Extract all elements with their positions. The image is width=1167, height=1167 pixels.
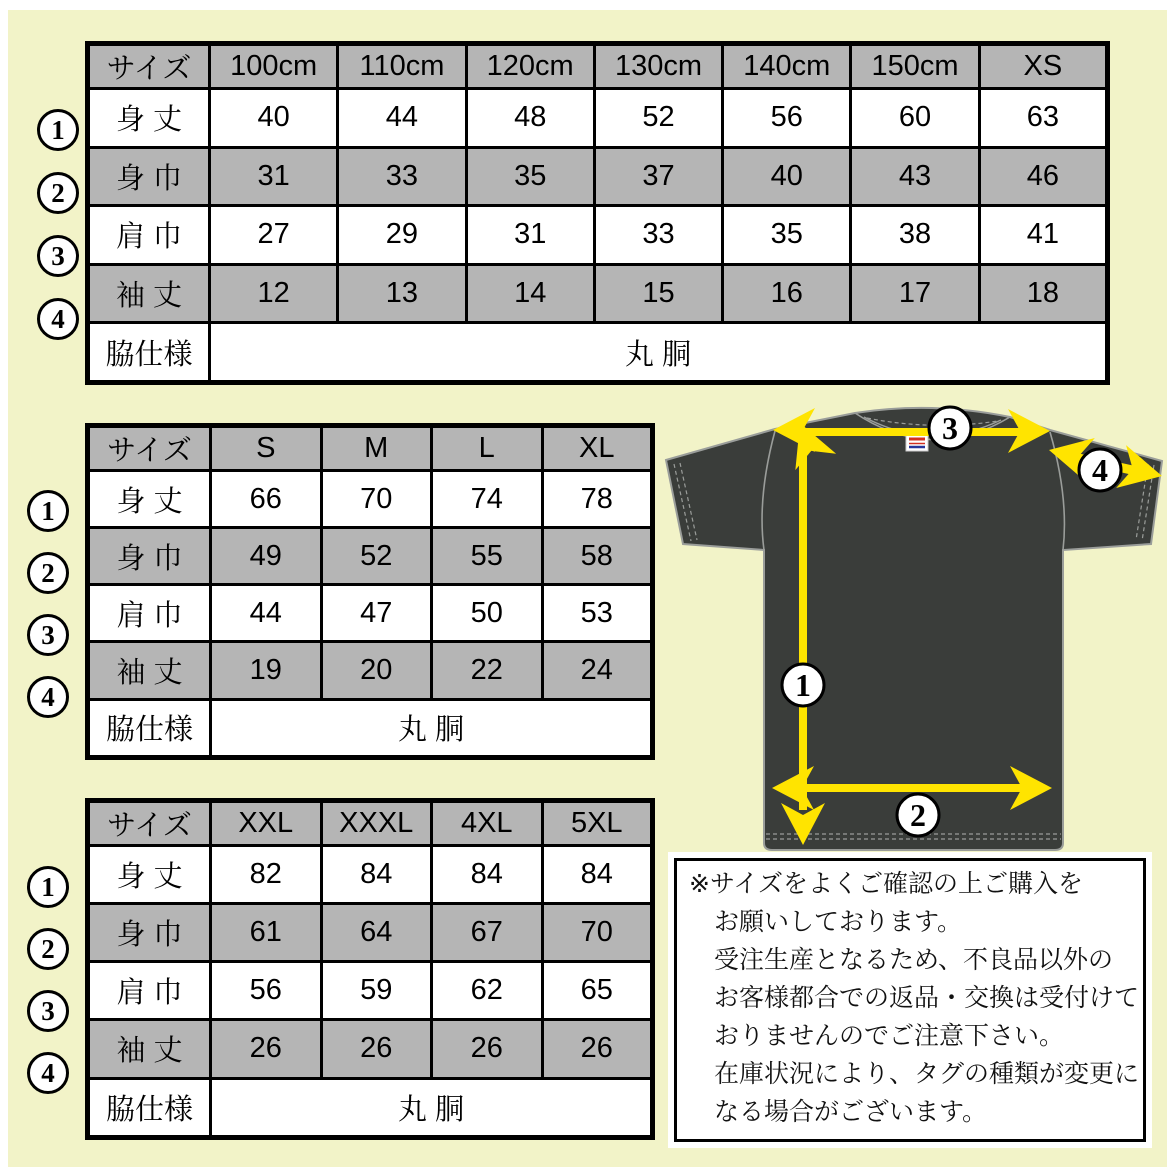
tshirt-measurement-diagram [660, 398, 1167, 860]
measurement-value-cell: 17 [851, 264, 979, 323]
measurement-value-cell: 22 [432, 642, 543, 699]
measurement-value-cell: 12 [210, 264, 338, 323]
measurement-value-cell: 40 [723, 147, 851, 206]
measurement-value-cell: 48 [466, 89, 594, 148]
measurement-value-cell: 20 [321, 642, 432, 699]
measure-badge-4 [1079, 449, 1121, 491]
size-column-header: M [321, 426, 432, 471]
measurement-value-cell: 26 [321, 1020, 432, 1078]
measurement-value-cell: 27 [210, 206, 338, 265]
measurement-value-cell: 26 [432, 1020, 543, 1078]
notice-line: なる場合がございます。 [714, 1098, 988, 1126]
brand-tag-icon [906, 434, 928, 451]
measurement-value-cell: 18 [979, 264, 1107, 323]
measurement-value-cell: 37 [594, 147, 722, 206]
measurement-value-cell: 52 [594, 89, 722, 148]
measurement-value-cell: 16 [723, 264, 851, 323]
measurement-value-cell: 53 [542, 585, 653, 642]
size-column-header: 100cm [210, 44, 338, 89]
measurement-row-label: 身 巾 [88, 528, 211, 585]
row-number-badge: 2 [27, 928, 69, 970]
measurement-value-cell: 35 [466, 147, 594, 206]
size-table-big [85, 798, 655, 1140]
measurement-value-cell: 70 [321, 471, 432, 528]
measurement-value-cell: 84 [321, 846, 432, 904]
row-marker-column [27, 490, 69, 718]
measure-badge-label: 2 [910, 797, 926, 833]
row-number-badge: 1 [37, 109, 79, 151]
measurement-value-cell: 56 [211, 962, 322, 1020]
notice-line: お客様都合での返品・交換は受付けて [714, 984, 1140, 1012]
measurement-value-cell: 63 [979, 89, 1107, 148]
measurement-row-label: 袖 丈 [88, 1020, 211, 1078]
size-header-cell: サイズ [88, 426, 211, 471]
row-number-badge: 3 [37, 235, 79, 277]
measurement-value-cell: 33 [338, 147, 466, 206]
measurement-value-cell: 55 [432, 528, 543, 585]
measurement-value-cell: 15 [594, 264, 722, 323]
size-column-header: 150cm [851, 44, 979, 89]
measurement-value-cell: 44 [338, 89, 466, 148]
measurement-value-cell: 62 [432, 962, 543, 1020]
measurement-value-cell: 13 [338, 264, 466, 323]
side-spec-label: 脇仕様 [88, 699, 211, 758]
row-marker-column [27, 866, 69, 1094]
side-spec-value: 丸 胴 [211, 1078, 653, 1138]
size-table-kids [85, 41, 1110, 385]
measurement-value-cell: 66 [211, 471, 322, 528]
measure-badge-label: 3 [942, 410, 958, 446]
measurement-value-cell: 60 [851, 89, 979, 148]
size-column-header: L [432, 426, 543, 471]
size-header-cell: サイズ [88, 44, 210, 89]
measurement-value-cell: 33 [594, 206, 722, 265]
measurement-value-cell: 65 [542, 962, 653, 1020]
measurement-row-label: 肩 巾 [88, 585, 211, 642]
size-column-header: XXL [211, 801, 322, 846]
size-column-header: 110cm [338, 44, 466, 89]
row-number-badge: 3 [27, 990, 69, 1032]
measurement-row-label: 身 巾 [88, 147, 210, 206]
measurement-value-cell: 49 [211, 528, 322, 585]
notice-line: 受注生産となるため、不良品以外の [714, 946, 1114, 974]
row-number-badge: 1 [27, 866, 69, 908]
measurement-value-cell: 58 [542, 528, 653, 585]
measure-badge-label: 1 [795, 667, 811, 703]
measurement-value-cell: 82 [211, 846, 322, 904]
row-number-badge: 4 [37, 298, 79, 340]
row-number-badge: 4 [27, 1052, 69, 1094]
row-number-badge: 3 [27, 614, 69, 656]
measurement-value-cell: 29 [338, 206, 466, 265]
measurement-value-cell: 26 [542, 1020, 653, 1078]
measurement-value-cell: 43 [851, 147, 979, 206]
measure-badge-2 [897, 794, 939, 836]
measurement-value-cell: 31 [210, 147, 338, 206]
measurement-value-cell: 31 [466, 206, 594, 265]
side-spec-label: 脇仕様 [88, 1078, 211, 1138]
size-column-header: 140cm [723, 44, 851, 89]
measurement-row-label: 身 丈 [88, 471, 211, 528]
measurement-value-cell: 70 [542, 904, 653, 962]
measurement-row-label: 身 丈 [88, 89, 210, 148]
notice-text [674, 858, 1146, 1142]
size-column-header: 120cm [466, 44, 594, 89]
notice-line: 在庫状況により、タグの種類が変更に [714, 1060, 1140, 1088]
notice-box [668, 852, 1152, 1148]
measurement-value-cell: 64 [321, 904, 432, 962]
row-number-badge: 4 [27, 676, 69, 718]
measurement-value-cell: 19 [211, 642, 322, 699]
size-column-header: 130cm [594, 44, 722, 89]
measurement-value-cell: 46 [979, 147, 1107, 206]
row-number-badge: 1 [27, 490, 69, 532]
measurement-value-cell: 59 [321, 962, 432, 1020]
measurement-value-cell: 78 [542, 471, 653, 528]
measurement-value-cell: 61 [211, 904, 322, 962]
side-spec-value: 丸 胴 [210, 323, 1108, 383]
measure-badge-1 [782, 664, 824, 706]
measurement-value-cell: 35 [723, 206, 851, 265]
size-table-adult [85, 423, 655, 760]
size-column-header: 5XL [542, 801, 653, 846]
measurement-value-cell: 74 [432, 471, 543, 528]
measurement-value-cell: 38 [851, 206, 979, 265]
size-column-header: 4XL [432, 801, 543, 846]
measurement-value-cell: 84 [542, 846, 653, 904]
measurement-value-cell: 40 [210, 89, 338, 148]
notice-line: ※サイズをよくご確認の上ご購入を [689, 870, 1083, 898]
measurement-value-cell: 67 [432, 904, 543, 962]
measurement-value-cell: 44 [211, 585, 322, 642]
size-column-header: S [211, 426, 322, 471]
size-column-header: XS [979, 44, 1107, 89]
measurement-value-cell: 50 [432, 585, 543, 642]
measurement-row-label: 身 丈 [88, 846, 211, 904]
measurement-row-label: 袖 丈 [88, 642, 211, 699]
row-number-badge: 2 [27, 552, 69, 594]
measure-badge-label: 4 [1092, 452, 1108, 488]
side-spec-label: 脇仕様 [88, 323, 210, 383]
measurement-row-label: 肩 巾 [88, 962, 211, 1020]
measurement-value-cell: 41 [979, 206, 1107, 265]
measurement-value-cell: 26 [211, 1020, 322, 1078]
measurement-value-cell: 52 [321, 528, 432, 585]
measurement-value-cell: 56 [723, 89, 851, 148]
row-marker-column [37, 109, 79, 340]
size-header-cell: サイズ [88, 801, 211, 846]
measurement-value-cell: 14 [466, 264, 594, 323]
side-spec-value: 丸 胴 [211, 699, 653, 758]
notice-line: お願いしております。 [714, 908, 963, 936]
measurement-value-cell: 47 [321, 585, 432, 642]
measurement-row-label: 肩 巾 [88, 206, 210, 265]
measurement-value-cell: 84 [432, 846, 543, 904]
notice-line: おりませんのでご注意下さい。 [714, 1022, 1065, 1050]
measurement-value-cell: 24 [542, 642, 653, 699]
measurement-row-label: 袖 丈 [88, 264, 210, 323]
size-column-header: XL [542, 426, 653, 471]
measurement-row-label: 身 巾 [88, 904, 211, 962]
row-number-badge: 2 [37, 172, 79, 214]
measure-badge-3 [929, 407, 971, 449]
size-column-header: XXXL [321, 801, 432, 846]
